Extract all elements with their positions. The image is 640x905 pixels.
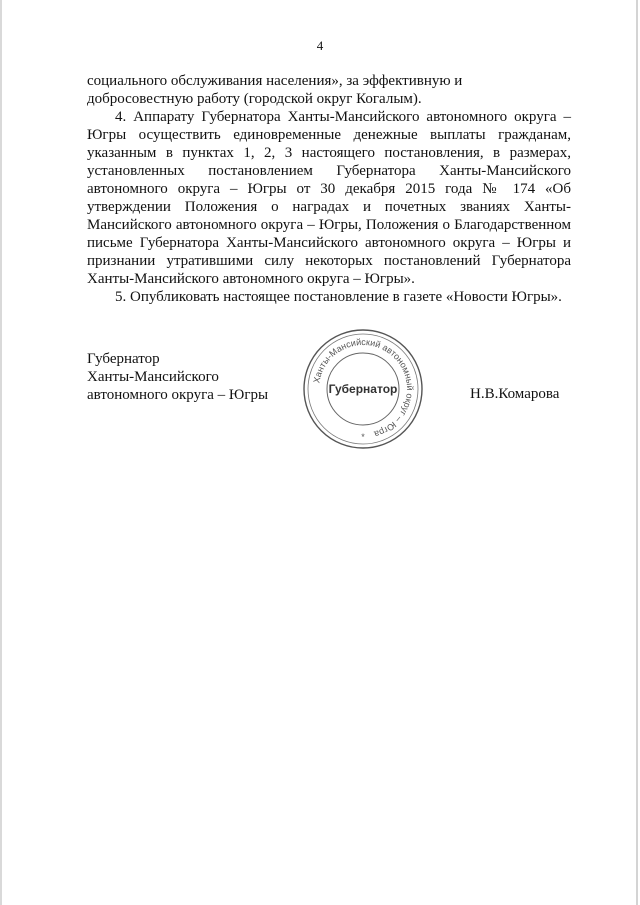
signatory-position (87, 350, 268, 404)
seal-star: * (361, 432, 365, 442)
paragraph-continuation: социального обслуживания населения», за эффективную и добросовестную работу (городской округ Когалым). (87, 73, 463, 107)
scan-edge-left (0, 0, 2, 905)
paragraph-item-5: 5. Опубликовать настоящее постановление в газете «Новости Югры». (115, 289, 562, 305)
official-seal (302, 328, 424, 450)
seal-center-text: Губернатор (328, 382, 398, 396)
page-number: 4 (316, 38, 324, 53)
signatory-position-line: Губернатор (87, 351, 160, 367)
scan-edge-right (636, 0, 638, 905)
signatory-position-line: Ханты-Мансийского (87, 369, 219, 385)
document-body (87, 72, 571, 306)
paragraph-item-4: 4. Аппарату Губернатора Ханты-Мансийского автономного округа – Югры осуществить единовременные денежные выплаты гражданам, указанным в пунктах 1, 2, 3 настоящего постановления, в размерах, установленных постановлением Губернатора Ханты-Мансийского автономного округа – Югры от 30 декабря 2015 года № 174 «Об утверждении Положения о наградах и почетных званиях Ханты-Мансийского автономного округа – Югры, Положения о Благодарственном письме Губернатора Ханты-Мансийского автономного округа – Югры и признании утратившими силу некоторых постановлений Губернатора Ханты-Мансийского автономного округа – Югры». (87, 109, 571, 287)
signatory-name: Н.В.Комарова (470, 386, 560, 402)
signatory-position-line: автономного округа – Югры (87, 387, 269, 403)
seal-ring-text: Ханты-Мансийский автономный округ – Югра (311, 336, 416, 440)
